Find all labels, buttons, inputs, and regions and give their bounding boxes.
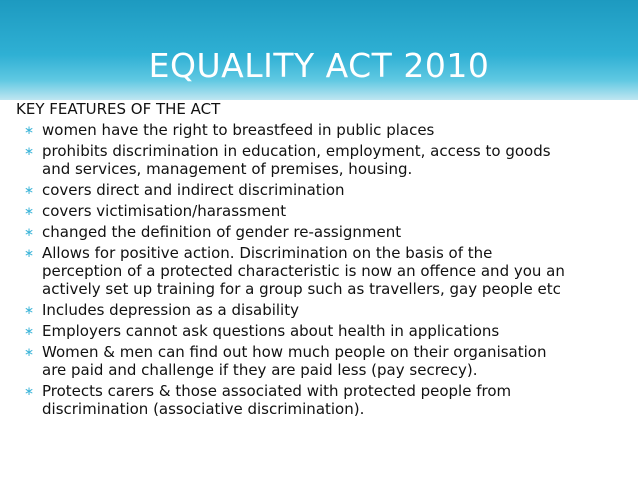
bullet-item bbox=[4, 382, 634, 418]
asterisk-bullet-icon: ∗ bbox=[24, 144, 35, 158]
bullet-item bbox=[4, 301, 634, 319]
bullet-text: Women & men can find out how much people on their organisation are paid and challenge if they are paid less (pay secrecy). bbox=[42, 343, 547, 379]
slide-title: EQUALITY ACT 2010 bbox=[148, 46, 490, 85]
bullet-item bbox=[4, 202, 634, 220]
asterisk-bullet-icon: ∗ bbox=[24, 123, 35, 137]
asterisk-bullet-icon: ∗ bbox=[24, 204, 35, 218]
bullet-text: covers victimisation/harassment bbox=[42, 202, 287, 220]
bullet-text: changed the definition of gender re-assignment bbox=[42, 223, 402, 241]
asterisk-bullet-icon: ∗ bbox=[24, 324, 35, 338]
asterisk-bullet-icon: ∗ bbox=[24, 303, 35, 317]
bullet-text: Includes depression as a disability bbox=[42, 301, 299, 319]
bullet-text: Employers cannot ask questions about health in applications bbox=[42, 322, 500, 340]
bullet-text: prohibits discrimination in education, employment, access to goods and services, management of premises, housing. bbox=[42, 142, 551, 178]
bullet-item bbox=[4, 244, 634, 298]
bullet-item bbox=[4, 343, 634, 379]
asterisk-bullet-icon: ∗ bbox=[24, 183, 35, 197]
asterisk-bullet-icon: ∗ bbox=[24, 384, 35, 398]
slide-content bbox=[4, 100, 634, 421]
bullet-text: Allows for positive action. Discrimination on the basis of the perception of a protected characteristic is now an offence and you an actively set up training for a group such as travellers, gay people etc bbox=[42, 244, 565, 298]
bullet-item bbox=[4, 223, 634, 241]
bullet-text: covers direct and indirect discrimination bbox=[42, 181, 345, 199]
asterisk-bullet-icon: ∗ bbox=[24, 246, 35, 260]
bullet-list bbox=[4, 121, 634, 418]
bullet-text: Protects carers & those associated with protected people from discrimination (associative discrimination). bbox=[42, 382, 512, 418]
section-heading: KEY FEATURES OF THE ACT bbox=[16, 100, 221, 118]
bullet-item bbox=[4, 142, 634, 178]
asterisk-bullet-icon: ∗ bbox=[24, 345, 35, 359]
bullet-item bbox=[4, 322, 634, 340]
bullet-item bbox=[4, 181, 634, 199]
bullet-text: women have the right to breastfeed in public places bbox=[42, 121, 435, 139]
asterisk-bullet-icon: ∗ bbox=[24, 225, 35, 239]
bullet-item bbox=[4, 121, 634, 139]
